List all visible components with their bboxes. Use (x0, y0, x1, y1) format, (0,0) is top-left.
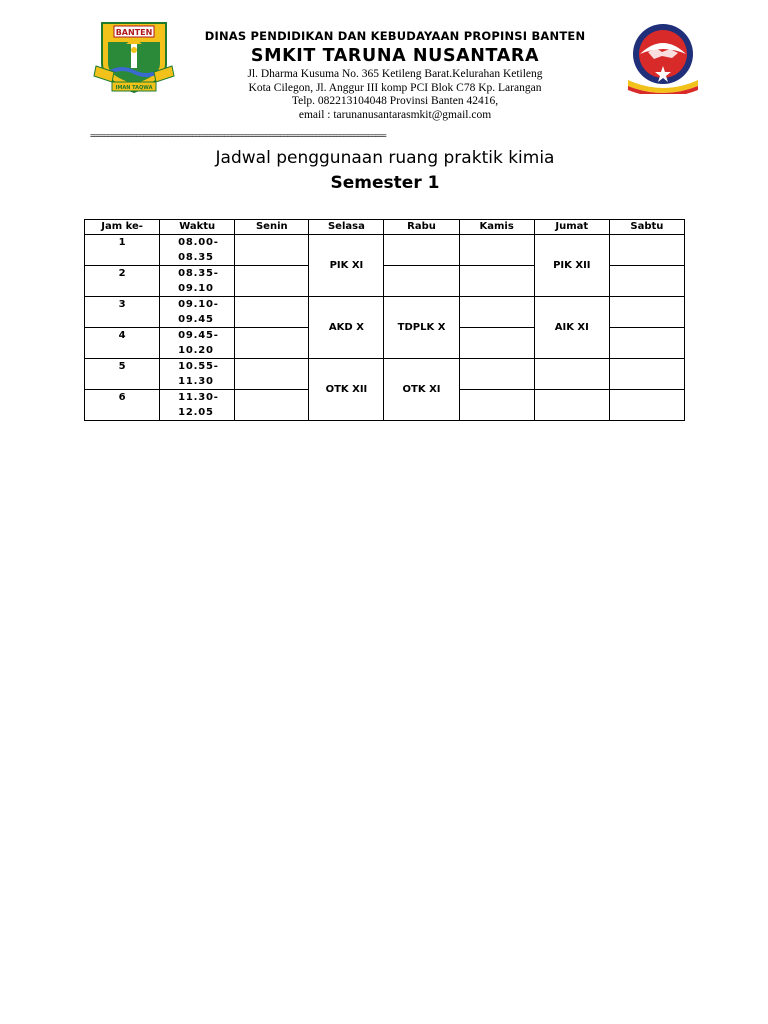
table-row (85, 297, 685, 328)
period-number: 1 (85, 235, 160, 266)
empty-cell (235, 359, 309, 390)
empty-cell (534, 359, 609, 390)
empty-cell (235, 390, 309, 421)
column-header: Jam ke- (85, 220, 160, 235)
empty-cell (384, 235, 459, 266)
schedule-body (85, 235, 685, 421)
time-end: 12.05 (178, 407, 214, 418)
column-header: Rabu (384, 220, 459, 235)
email-line: email : tarunanusantarasmkit@gmail.com (298, 108, 492, 121)
booking-cell: PIK XI (309, 235, 384, 297)
period-time (160, 390, 235, 421)
booking-cell: TDPLK X (384, 297, 459, 359)
period-time (160, 359, 235, 390)
banten-province-emblem-icon (90, 20, 178, 96)
period-number: 5 (85, 359, 160, 390)
school-name: SMKIT TARUNA NUSANTARA (250, 46, 540, 66)
column-header: Kamis (459, 220, 534, 235)
column-header: Sabtu (609, 220, 684, 235)
document-title (80, 146, 690, 196)
table-row (85, 359, 685, 390)
empty-cell (459, 235, 534, 266)
time-start: 10.55- (178, 361, 219, 372)
time-end: 11.30 (178, 376, 214, 387)
letterhead-divider: ==================================================================================== (90, 131, 386, 140)
period-number: 6 (85, 390, 160, 421)
empty-cell (609, 359, 684, 390)
emblem-motto-text: IMAN TAQWA (115, 85, 153, 91)
time-start: 09.45- (178, 330, 219, 341)
table-row (85, 235, 685, 266)
time-start: 09.10- (178, 299, 219, 310)
address-line: Kota Cilegon, Jl. Anggur III komp PCI Blok C78 Kp. Larangan (248, 81, 542, 94)
period-time (160, 266, 235, 297)
column-header: Senin (235, 220, 309, 235)
booking-cell: PIK XII (534, 235, 609, 297)
time-start: 08.00- (178, 237, 219, 248)
period-number: 2 (85, 266, 160, 297)
schedule-table (84, 219, 685, 421)
empty-cell (459, 297, 534, 328)
empty-cell (459, 390, 534, 421)
column-header: Selasa (309, 220, 384, 235)
empty-cell (235, 328, 309, 359)
period-number: 3 (85, 297, 160, 328)
period-time (160, 235, 235, 266)
phone-line: Telp. 082213104048 Provinsi Banten 42416, (291, 95, 499, 107)
emblem-top-text: BANTEN (115, 28, 153, 37)
period-number: 4 (85, 328, 160, 359)
empty-cell (609, 297, 684, 328)
empty-cell (534, 390, 609, 421)
empty-cell (609, 390, 684, 421)
booking-cell: OTK XI (384, 359, 459, 421)
empty-cell (609, 235, 684, 266)
empty-cell (609, 266, 684, 297)
time-end: 10.20 (178, 345, 214, 356)
time-end: 08.35 (178, 252, 214, 263)
column-header: Waktu (160, 220, 235, 235)
period-time (160, 328, 235, 359)
letterhead (175, 28, 615, 122)
column-header: Jumat (534, 220, 609, 235)
empty-cell (235, 266, 309, 297)
period-time (160, 297, 235, 328)
empty-cell (459, 359, 534, 390)
agency-name: DINAS PENDIDIKAN DAN KEBUDAYAAN PROPINSI BANTEN (204, 29, 586, 43)
booking-cell: AIK XI (534, 297, 609, 359)
empty-cell (235, 235, 309, 266)
time-start: 08.35- (178, 268, 219, 279)
time-start: 11.30- (178, 392, 219, 403)
school-emblem-icon (626, 22, 700, 94)
empty-cell (609, 328, 684, 359)
empty-cell (459, 266, 534, 297)
title-line-1: Jadwal penggunaan ruang praktik kimia (215, 148, 555, 168)
time-end: 09.45 (178, 314, 214, 325)
booking-cell: AKD X (309, 297, 384, 359)
address-line: Jl. Dharma Kusuma No. 365 Ketileng Barat.Kelurahan Ketileng (247, 68, 543, 80)
empty-cell (459, 328, 534, 359)
title-line-2: Semester 1 (330, 173, 440, 193)
empty-cell (235, 297, 309, 328)
table-header-row (85, 220, 685, 235)
time-end: 09.10 (178, 283, 214, 294)
empty-cell (384, 266, 459, 297)
booking-cell: OTK XII (309, 359, 384, 421)
